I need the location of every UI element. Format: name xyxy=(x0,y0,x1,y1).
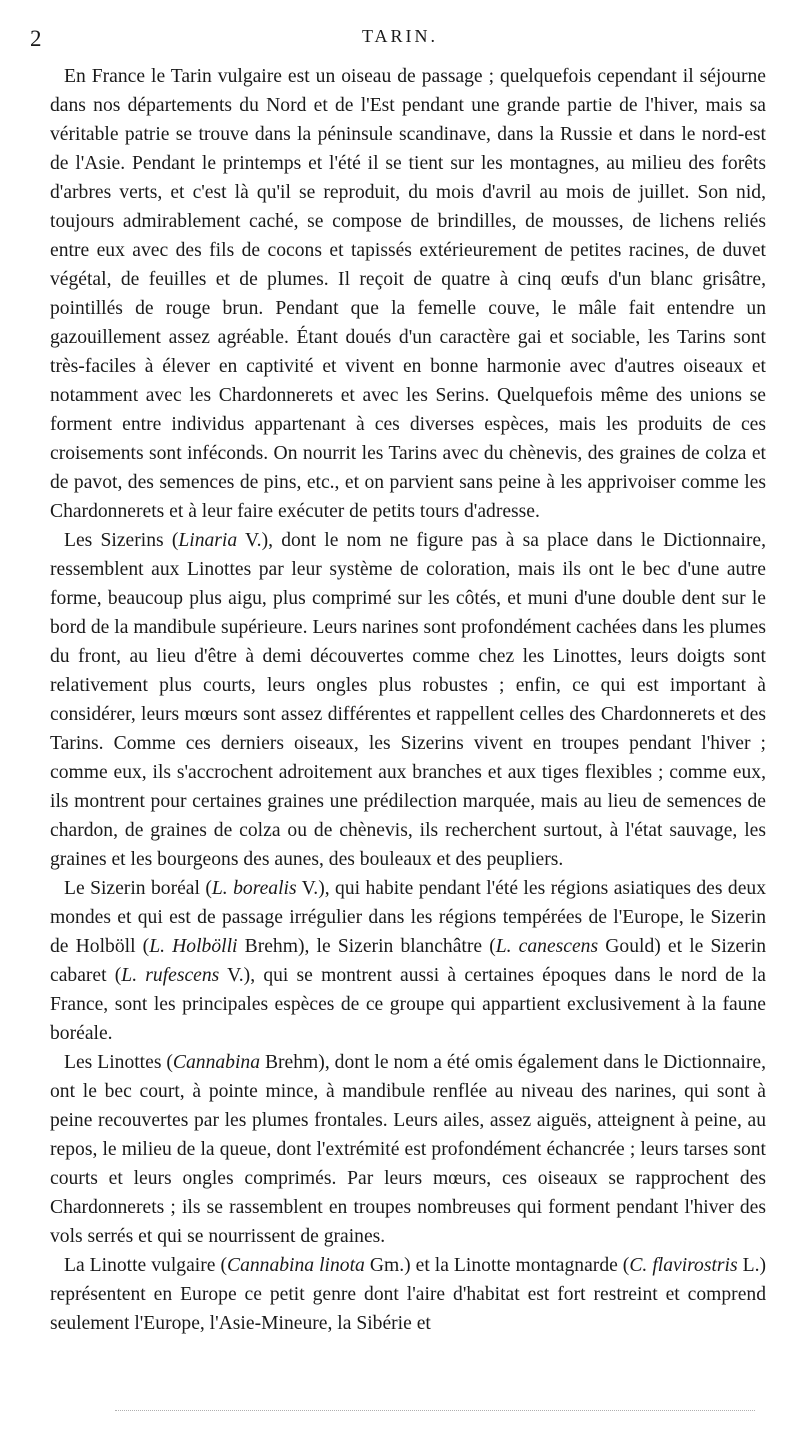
text-run: Gould) et le Sizerin cabaret ( xyxy=(50,936,767,986)
text-run: Brehm), dont le nom a été omis également dans le Dictionnaire, ont le bec court, à pointe mince, à mandibule renflée au niveau des narines, qui sont à peine recouvertes par les plumes frontales. Leurs ailes, assez aiguës, atteignent à peine, au repos, le milieu de la queue, dont l'extrémité est profondément échancrée ; leurs tarses sont courts et leurs ongles comprimés. Par leurs mœurs, ces oiseaux se rapprochent des Chardonnerets ; ils se rassemblent en troupes nombreuses qui forment pendant l'hiver des vols serrés et qui se nourrissent de graines. xyxy=(50,1052,766,1247)
italic-taxon-name: Cannabina linota xyxy=(227,1255,365,1276)
paragraph xyxy=(50,1251,766,1338)
text-run: V.), qui habite pendant l'été les régions asiatiques des deux mondes et qui est de passage irrégulier dans les régions tempérées de l'Europe, le Sizerin de Holböll ( xyxy=(50,878,766,957)
italic-taxon-name: L. rufescens xyxy=(121,965,220,986)
italic-taxon-name: C. flavirostris xyxy=(629,1255,738,1276)
body-text xyxy=(50,62,766,1338)
page-header xyxy=(30,26,770,54)
paragraph xyxy=(50,62,766,526)
text-run: Le Sizerin boréal ( xyxy=(64,878,212,899)
text-run: Les Linottes ( xyxy=(64,1052,173,1073)
text-run: La Linotte vulgaire ( xyxy=(64,1255,227,1276)
italic-taxon-name: Linaria xyxy=(178,530,238,551)
paragraph xyxy=(50,526,766,874)
text-run: Brehm), le Sizerin blanchâtre ( xyxy=(237,936,496,957)
italic-taxon-name: Cannabina xyxy=(172,1052,261,1073)
text-run: Les Sizerins ( xyxy=(64,530,179,551)
text-run: V.), qui se montrent aussi à certaines époques dans le nord de la France, sont les principales espèces de ce groupe qui appartient exclusivement à la faune boréale. xyxy=(50,965,767,1044)
page-number: 2 xyxy=(30,26,42,51)
italic-taxon-name: L. borealis xyxy=(211,878,297,899)
footer-rule xyxy=(115,1410,755,1411)
running-title: TARIN. xyxy=(361,26,439,46)
italic-taxon-name: L. Holbölli xyxy=(149,936,238,957)
text-run: L.) représentent en Europe ce petit genre dont l'aire d'habitat est fort restreint et comprend seulement l'Europe, l'Asie-Mineure, la Sibérie et xyxy=(50,1255,767,1334)
paragraph xyxy=(50,1048,766,1251)
italic-taxon-name: L. canescens xyxy=(495,936,599,957)
text-run: Gm.) et la Linotte montagnarde ( xyxy=(364,1255,630,1276)
paragraph xyxy=(50,874,766,1048)
text-run: V.), dont le nom ne figure pas à sa place dans le Dictionnaire, ressemblent aux Linottes par leur système de coloration, mais ils ont le bec d'une autre forme, beaucoup plus aigu, plus comprimé sur les côtés, et muni d'une double dent sur le bord de la mandibule supérieure. Leurs narines sont profondément cachées dans les plumes du front, au lieu d'être à demi découvertes comme chez les Linottes, leurs doigts sont relativement plus courts, leurs ongles plus robustes ; enfin, ce qui est important à considérer, leurs mœurs sont assez différentes et rappellent celles des Chardonnerets et des Tarins. Comme ces derniers oiseaux, les Sizerins vivent en troupes pendant l'hiver ; comme eux, ils s'accrochent adroitement aux branches et aux tiges flexibles ; comme eux, ils montrent pour certaines graines une prédilection marquée, mais au lieu de semences de chardon, de graines de colza ou de chènevis, ils recherchent surtout, à l'état sauvage, les graines et les bourgeons des aunes, des bouleaux et des peupliers. xyxy=(50,530,766,870)
text-run: En France le Tarin vulgaire est un oiseau de passage ; quelquefois cependant il séjourne dans nos départements du Nord et de l'Est pendant une grande partie de l'hiver, mais sa véritable patrie se trouve dans la péninsule scandinave, dans la Russie et dans le nord-est de l'Asie. Pendant le printemps et l'été il se tient sur les montagnes, au milieu des forêts d'arbres verts, et c'est là qu'il se reproduit, du mois d'avril au mois de juillet. Son nid, toujours admirablement caché, se compose de brindilles, de mousses, de lichens reliés entre eux avec des fils de cocons et tapissés extérieurement de petites racines, de duvet végétal, de feuilles et de plumes. Il reçoit de quatre à cinq œufs d'un blanc grisâtre, pointillés de rouge brun. Pendant que la femelle couve, le mâle fait entendre un gazouillement assez agréable. Étant doués d'un caractère gai et sociable, les Tarins sont très-faciles à élever en captivité et vivent en bonne harmonie avec d'autres oiseaux et notamment avec les Chardonnerets et avec les Serins. Quelquefois même des unions se forment entre individus appartenant à ces diverses espèces, mais les produits de ces croisements sont inféconds. On nourrit les Tarins avec du chènevis, des graines de colza et de pavot, des semences de pins, etc., et on parvient sans peine à les apprivoiser comme les Chardonnerets et à leur faire exécuter de petits tours d'adresse. xyxy=(50,66,766,522)
